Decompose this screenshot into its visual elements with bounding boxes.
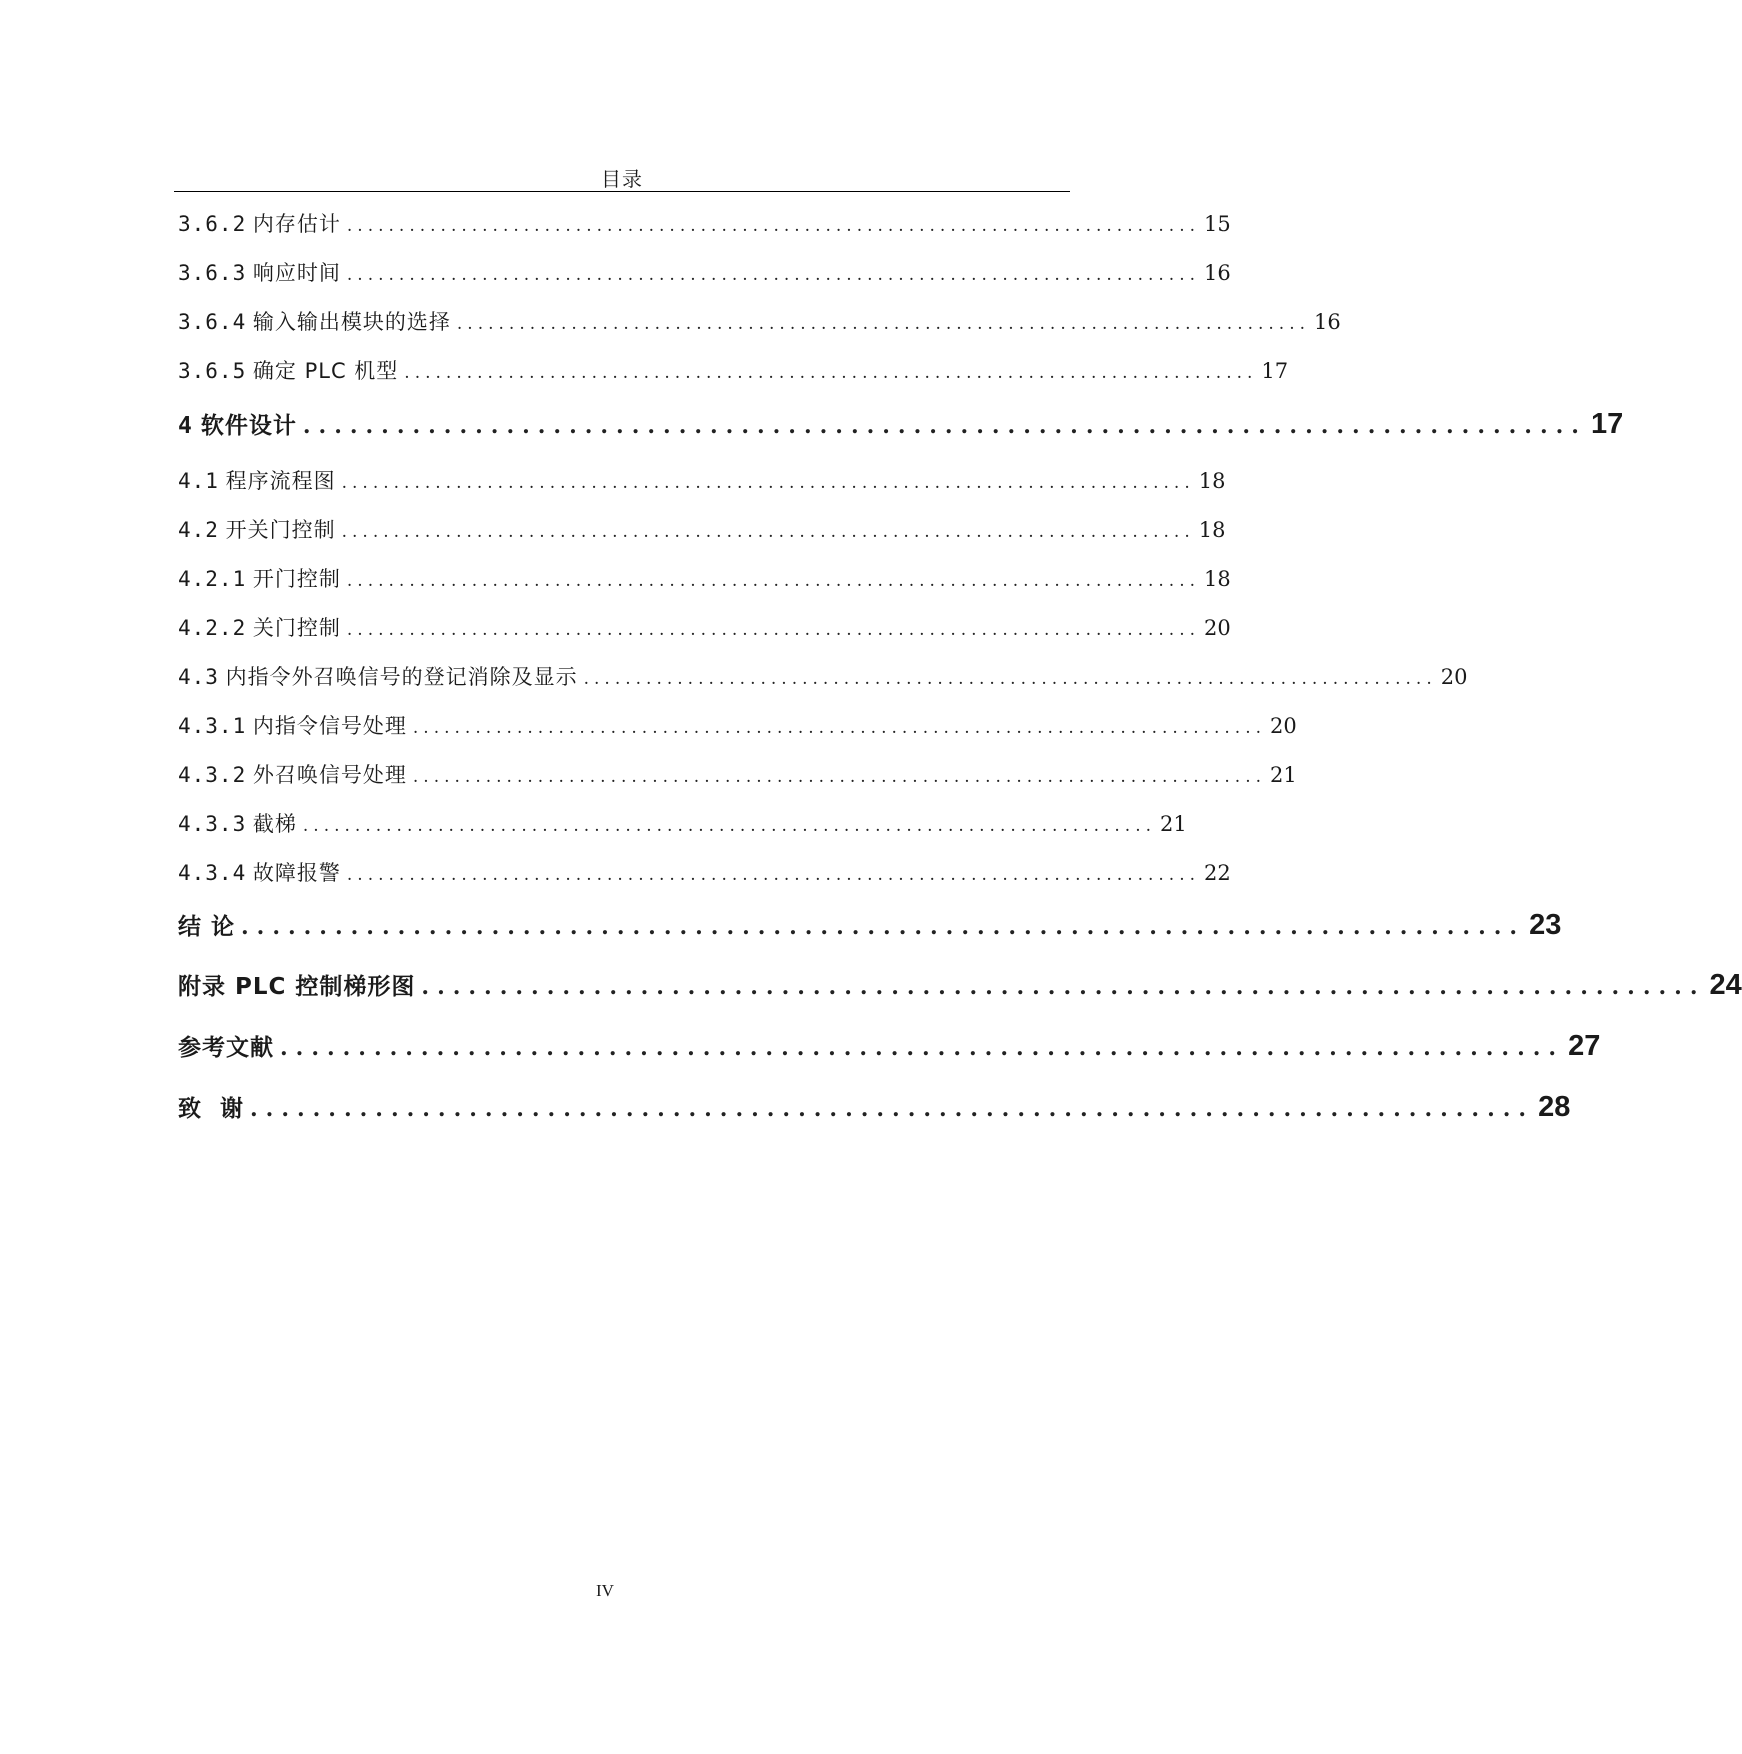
toc-entry-number: 4.2 — [178, 518, 219, 542]
toc-leader-dots: .................................................................................. — [302, 816, 1157, 836]
toc-entry-page: 21 — [1160, 812, 1187, 836]
toc-entry[interactable] — [178, 710, 1297, 740]
toc-entry-page: 24 — [1709, 969, 1742, 1001]
toc-entry-title: 故障报警 — [252, 861, 341, 885]
toc-entry-number: 4.2.1 — [178, 567, 247, 591]
toc-leader-dots: .................................................................................. — [412, 767, 1267, 787]
toc-chapter-entry[interactable] — [178, 908, 1562, 942]
toc-entry-title: 开门控制 — [252, 567, 341, 591]
toc-entry[interactable] — [178, 612, 1231, 642]
toc-entry-number: 4.1 — [178, 469, 219, 493]
toc-entry[interactable] — [178, 208, 1231, 238]
toc-leader-dots: .................................................................................. — [346, 265, 1201, 285]
toc-leader-dots: .................................................................................. — [341, 522, 1195, 542]
toc-entry-title: 致 谢 — [178, 1096, 245, 1122]
toc-entry-page: 23 — [1529, 909, 1562, 941]
toc-entry-number: 3.6.3 — [178, 261, 247, 285]
toc-leader-dots: .................................................................................. — [250, 1096, 1535, 1122]
page-number: IV — [596, 1581, 614, 1600]
toc-entry-title: 附录 PLC 控制梯形图 — [178, 974, 416, 1000]
toc-leader-dots: .................................................................................. — [346, 620, 1201, 640]
toc-entry[interactable] — [178, 857, 1231, 887]
toc-entry-page: 15 — [1204, 212, 1231, 236]
toc-entry-number: 4.3.1 — [178, 714, 247, 738]
toc-entry[interactable] — [178, 257, 1231, 287]
toc-entry-title: 参考文献 — [178, 1035, 274, 1061]
toc-entry[interactable] — [178, 808, 1187, 838]
toc-entry[interactable] — [178, 661, 1468, 691]
toc-entry-title: 外召唤信号处理 — [252, 763, 407, 787]
toc-entry-number: 4.3.2 — [178, 763, 247, 787]
toc-leader-dots: .................................................................................. — [456, 314, 1311, 334]
toc-entry-page: 21 — [1270, 763, 1297, 787]
toc-entry[interactable] — [178, 355, 1289, 385]
toc-entry[interactable] — [178, 563, 1231, 593]
toc-entry-title: 程序流程图 — [225, 469, 336, 493]
toc-entry-page: 28 — [1538, 1091, 1571, 1123]
toc-entry-page: 17 — [1261, 359, 1289, 383]
toc-entry-number: 4.3.4 — [178, 861, 247, 885]
toc-entry-page: 20 — [1270, 714, 1297, 738]
toc-leader-dots: .................................................................................. — [241, 914, 1526, 940]
toc-entry-title: 内指令外召唤信号的登记消除及显示 — [225, 665, 578, 689]
toc-leader-dots: .................................................................................. — [346, 571, 1201, 591]
toc-chapter-entry[interactable] — [178, 968, 1742, 1002]
toc-entry-number: 4.2.2 — [178, 616, 247, 640]
toc-entry-title: 结 论 — [178, 914, 236, 940]
toc-entry-number: 3.6.5 — [178, 359, 247, 383]
toc-entry[interactable] — [178, 306, 1341, 336]
toc-entry-page: 18 — [1204, 567, 1231, 591]
toc-entry-page: 16 — [1314, 310, 1341, 334]
toc-entry-page: 18 — [1198, 518, 1226, 542]
toc-entry-number: 4 — [178, 413, 193, 439]
toc-leader-dots: .................................................................................. — [412, 718, 1267, 738]
toc-entry-title: 输入输出模块的选择 — [252, 310, 451, 334]
toc-leader-dots: .................................................................................. — [280, 1035, 1565, 1061]
toc-leader-dots: .................................................................................. — [404, 363, 1258, 383]
toc-chapter-entry[interactable] — [178, 1029, 1601, 1063]
toc-leader-dots: .................................................................................. — [421, 974, 1706, 1000]
toc-chapter-entry[interactable] — [178, 1090, 1571, 1124]
toc-leader-dots: .................................................................................. — [346, 865, 1201, 885]
toc-entry-title: 开关门控制 — [225, 518, 336, 542]
toc-entry-number: 4.3.3 — [178, 812, 247, 836]
toc-leader-dots: .................................................................................. — [346, 216, 1201, 236]
header-rule — [174, 191, 1070, 192]
toc-entry-page: 20 — [1204, 616, 1231, 640]
toc-entry-number: 3.6.2 — [178, 212, 247, 236]
toc-leader-dots: .................................................................................. — [341, 473, 1195, 493]
toc-entry-title: 截梯 — [252, 812, 297, 836]
toc-entry-page: 27 — [1568, 1030, 1601, 1062]
toc-entry-title: 内指令信号处理 — [252, 714, 407, 738]
toc-entry-title: 内存估计 — [252, 212, 341, 236]
toc-entry-number: 3.6.4 — [178, 310, 247, 334]
toc-entry-page: 20 — [1440, 665, 1468, 689]
toc-entry-page: 16 — [1204, 261, 1231, 285]
toc-entry[interactable] — [178, 465, 1226, 495]
toc-entry-title: 响应时间 — [252, 261, 341, 285]
toc-entry-number: 4.3 — [178, 665, 219, 689]
toc-entry[interactable] — [178, 514, 1226, 544]
toc-entry-page: 22 — [1204, 861, 1231, 885]
toc-chapter-entry[interactable] — [178, 407, 1624, 441]
toc-entry-title: 确定 PLC 机型 — [252, 359, 399, 383]
page-header-title: 目录 — [601, 167, 643, 191]
toc-entry-page: 17 — [1590, 408, 1624, 440]
toc-entry-title: 关门控制 — [252, 616, 341, 640]
toc-leader-dots: .................................................................................. — [302, 413, 1587, 439]
toc-entry-page: 18 — [1198, 469, 1226, 493]
toc-entry-title: 软件设计 — [200, 413, 297, 439]
toc-leader-dots: .................................................................................. — [583, 669, 1437, 689]
toc-entry[interactable] — [178, 759, 1297, 789]
